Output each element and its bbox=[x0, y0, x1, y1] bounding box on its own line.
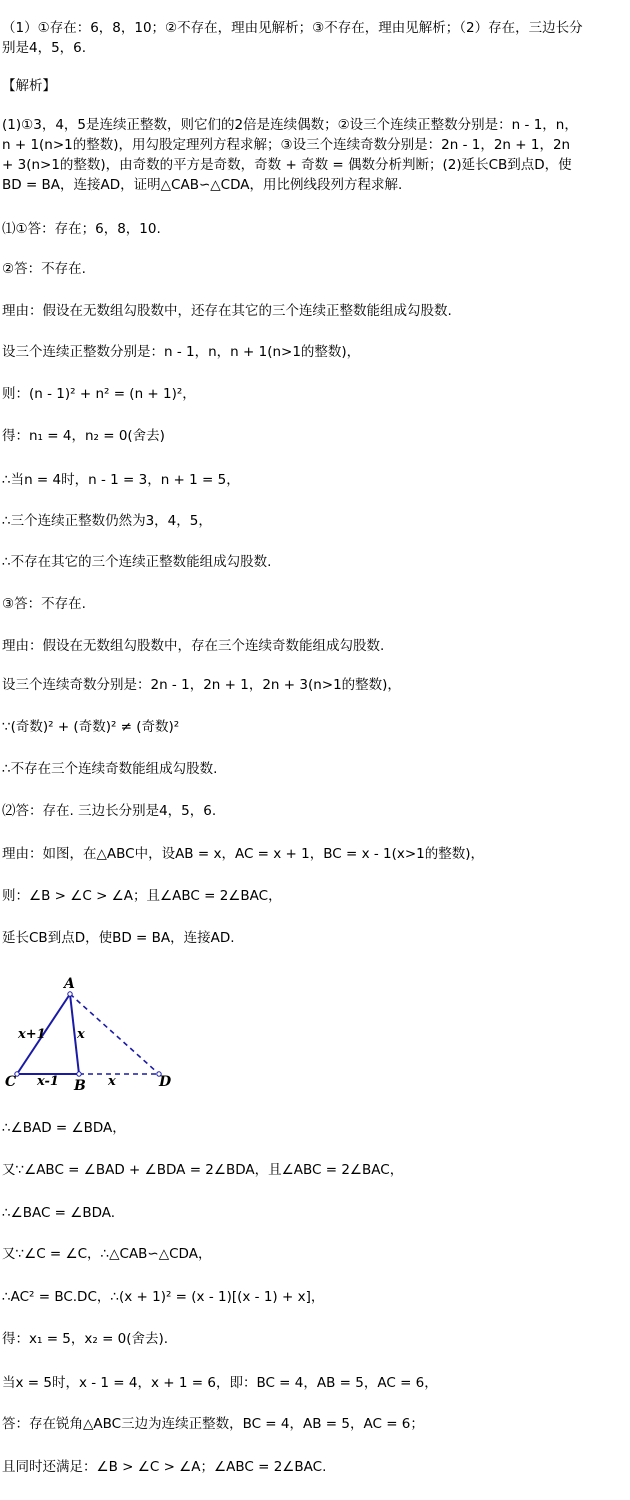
label-d: D bbox=[159, 1074, 172, 1090]
analysis-line-3: + 3(n>1的整数)，由奇数的平方是奇数，奇数 + 奇数 = 偶数分析判断；(2)延长CB到点D，使 bbox=[2, 157, 572, 173]
vertex-a bbox=[68, 992, 72, 996]
step-line: 且同时还满足：∠B > ∠C > ∠A；∠ABC = 2∠BAC. bbox=[2, 1459, 327, 1475]
step-line: ∵(奇数)² + (奇数)² ≠ (奇数)² bbox=[2, 719, 180, 735]
analysis-line-2: n + 1(n>1的整数)，用勾股定理列方程求解；③设三个连续奇数分别是：2n - 1，2n + 1，2n bbox=[2, 137, 571, 153]
step-line: ∴不存在其它的三个连续正整数能组成勾股数. bbox=[2, 554, 272, 570]
analysis-line-1: (1)①3，4，5是连续正整数，则它们的2倍是连续偶数；②设三个连续正整数分别是：n - 1，n， bbox=[2, 117, 578, 133]
label-a: A bbox=[64, 976, 75, 992]
step-line: ∴∠BAD = ∠BDA， bbox=[2, 1120, 126, 1136]
triangle-figure bbox=[0, 968, 190, 1098]
step-line: 当x = 5时，x - 1 = 4，x + 1 = 6，即：BC = 4，AB = 5，AC = 6， bbox=[2, 1375, 438, 1391]
vertex-b bbox=[77, 1072, 81, 1076]
step-line: 理由：假设在无数组勾股数中，存在三个连续奇数能组成勾股数. bbox=[2, 638, 385, 654]
step-line: 得：x₁ = 5，x₂ = 0(舍去). bbox=[2, 1331, 169, 1347]
answer-summary-line-2: 别是4，5，6. bbox=[2, 40, 87, 56]
section-title: 【解析】 bbox=[2, 78, 56, 94]
step-line: 则：(n - 1)² + n² = (n + 1)²， bbox=[2, 386, 196, 402]
label-b: B bbox=[74, 1078, 86, 1094]
step-line: 理由：如图，在△ABC中，设AB = x，AC = x + 1，BC = x - 1(x>1的整数)， bbox=[2, 846, 485, 862]
step-line: 理由：假设在无数组勾股数中，还存在其它的三个连续正整数能组成勾股数. bbox=[2, 303, 452, 319]
label-c: C bbox=[5, 1074, 17, 1090]
step-line: ∴当n = 4时，n - 1 = 3，n + 1 = 5， bbox=[2, 472, 240, 488]
step-line: ∴不存在三个连续奇数能组成勾股数. bbox=[2, 761, 218, 777]
step-line: ②答：不存在. bbox=[2, 261, 86, 277]
step-line: ∴三个连续正整数仍然为3，4，5， bbox=[2, 513, 212, 529]
step-line: 答：存在锐角△ABC三边为连续正整数，BC = 4，AB = 5，AC = 6； bbox=[2, 1416, 424, 1432]
analysis-line-4: BD = BA，连接AD，证明△CAB∽△CDA，用比例线段列方程求解. bbox=[2, 177, 403, 193]
label-side-cb: x-1 bbox=[37, 1074, 59, 1089]
step-line: 又∵∠C = ∠C，∴△CAB∽△CDA， bbox=[2, 1246, 212, 1262]
step-line: ⑵答：存在. 三边长分别是4，5，6. bbox=[2, 803, 217, 819]
step-line: ⑴①答：存在；6，8，10. bbox=[2, 221, 161, 237]
step-line: ∴AC² = BC.DC，∴(x + 1)² = (x - 1)[(x - 1) + x]， bbox=[2, 1289, 325, 1305]
step-line: 得：n₁ = 4，n₂ = 0(舍去) bbox=[2, 428, 165, 444]
step-line: 设三个连续奇数分别是：2n - 1，2n + 1，2n + 3(n>1的整数)， bbox=[2, 677, 401, 693]
step-line: 则：∠B > ∠C > ∠A；且∠ABC = 2∠BAC， bbox=[2, 888, 282, 904]
step-line: 又∵∠ABC = ∠BAD + ∠BDA = 2∠BDA，且∠ABC = 2∠BAC， bbox=[2, 1162, 404, 1178]
step-line: ∴∠BAC = ∠BDA. bbox=[2, 1205, 116, 1221]
answer-summary-line-1: （1）①存在：6，8，10；②不存在，理由见解析；③不存在，理由见解析；（2）存在，三边长分 bbox=[2, 20, 583, 36]
label-side-ab: x bbox=[77, 1027, 85, 1042]
label-side-ac: x+1 bbox=[18, 1027, 46, 1042]
step-line: ③答：不存在. bbox=[2, 596, 86, 612]
label-side-bd: x bbox=[108, 1074, 116, 1089]
step-line: 延长CB到点D，使BD = BA，连接AD. bbox=[2, 930, 235, 946]
step-line: 设三个连续正整数分别是：n - 1，n，n + 1(n>1的整数)， bbox=[2, 344, 361, 360]
